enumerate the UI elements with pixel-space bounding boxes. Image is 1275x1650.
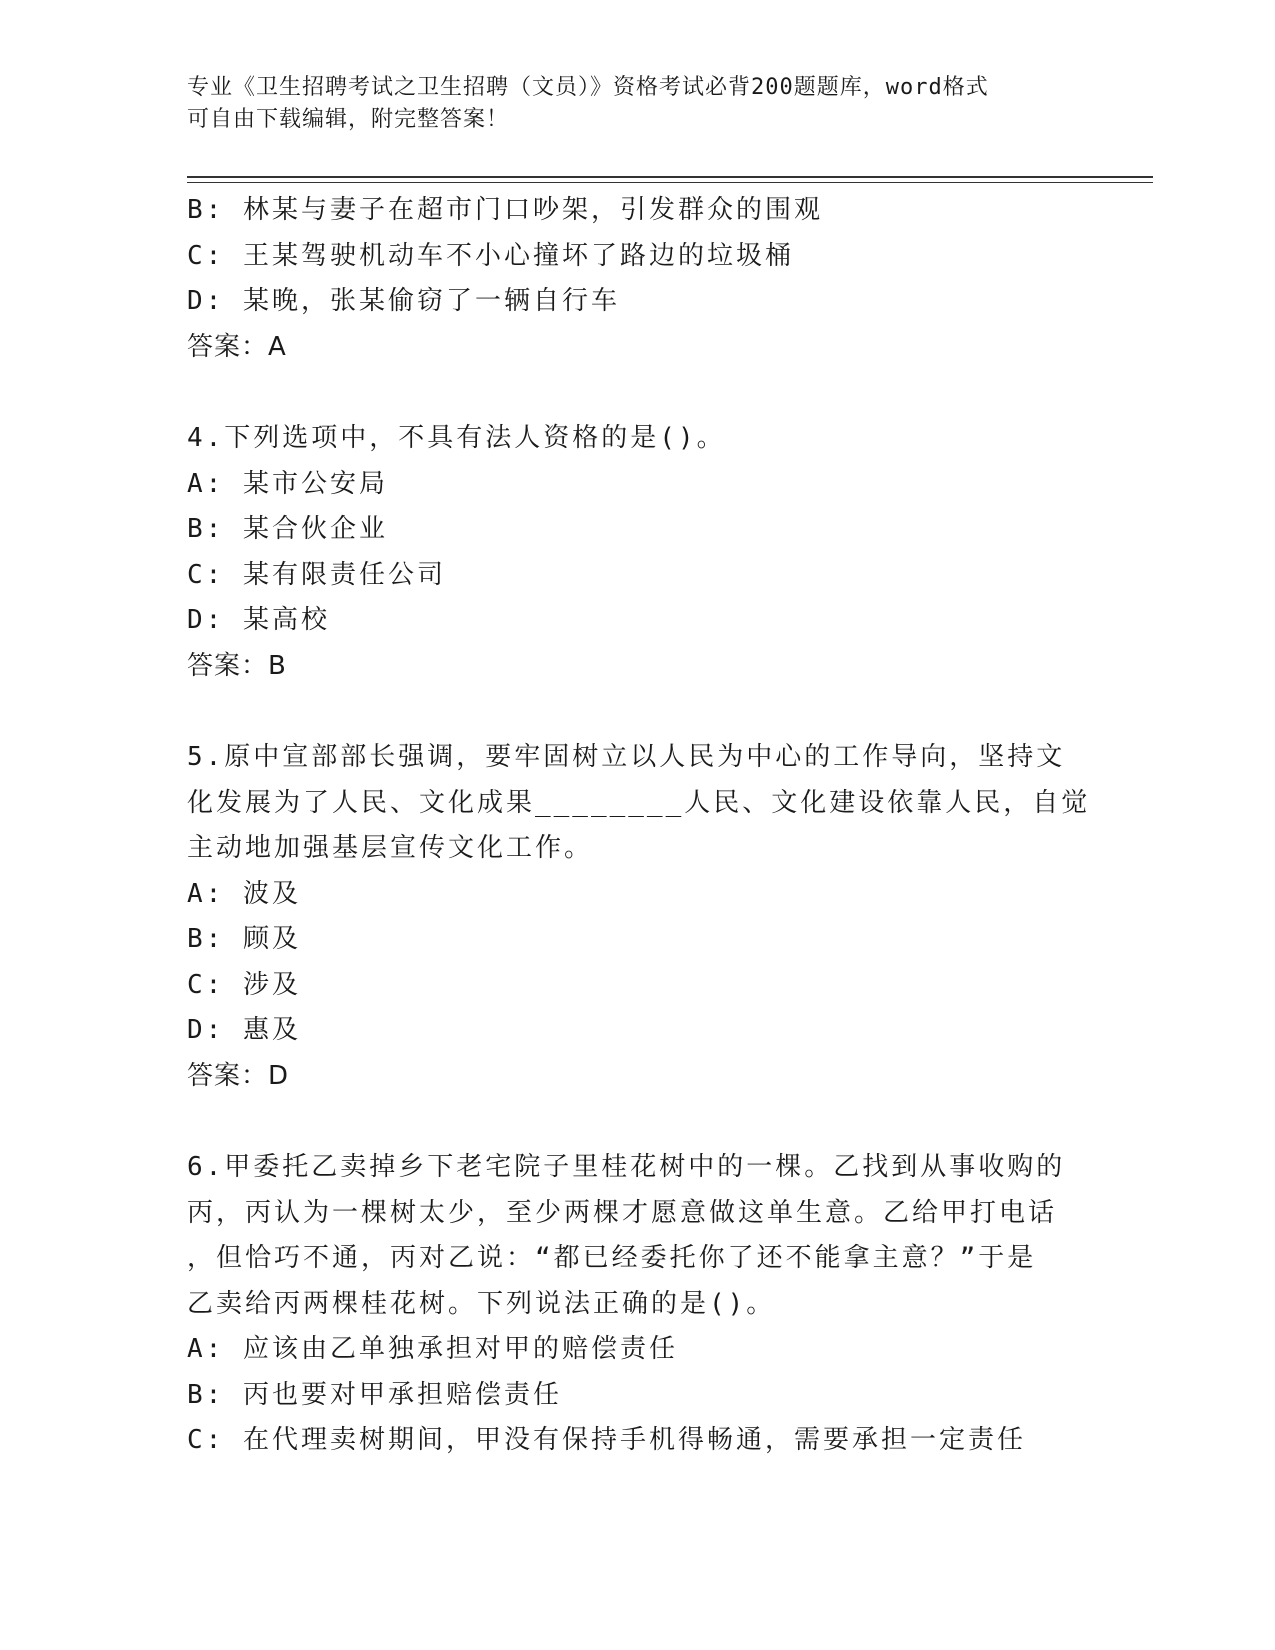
question-stem: 4.下列选项中，不具有法人资格的是()。 (187, 423, 726, 453)
question-stem-line: 乙卖给丙两棵桂花树。下列说法正确的是()。 (187, 1288, 776, 1319)
question-5 (187, 735, 1091, 1099)
question-stem-line: 5.原中宣部部长强调，要牢固树立以人民为中心的工作导向，坚持文 (187, 742, 1066, 772)
header-divider-thick (187, 176, 1153, 178)
question-list (187, 188, 1091, 1464)
option-d: D: 某晚，张某偷窃了一辆自行车 (187, 286, 620, 316)
answer-label: 答案：D (187, 1060, 290, 1091)
header-divider-thin (187, 182, 1153, 183)
question-stem-line: 化发展为了人民、文化成果________人民、文化建设依靠人民，自觉 (187, 787, 1091, 818)
option-c: C: 在代理卖树期间，甲没有保持手机得畅通，需要承担一定责任 (187, 1425, 1026, 1455)
question-stem-line: 丙，丙认为一棵树太少，至少两棵才愿意做这单生意。乙给甲打电话 (187, 1197, 1058, 1228)
option-c: C: 王某驾驶机动车不小心撞坏了路边的垃圾桶 (187, 240, 794, 271)
answer-label: 答案：B (187, 650, 287, 681)
option-b: B: 林某与妻子在超市门口吵架，引发群众的围观 (187, 195, 823, 225)
option-b: B: 顾及 (187, 924, 301, 954)
question-6 (187, 1145, 1087, 1464)
option-c: C: 某有限责任公司 (187, 559, 446, 590)
question-stem-line: 6.甲委托乙卖掉乡下老宅院子里桂花树中的一棵。乙找到从事收购的 (187, 1152, 1066, 1182)
option-a: A: 波及 (187, 878, 301, 909)
question-stem-line: ，但恰巧不通，丙对乙说：“都已经委托你了还不能拿主意？”于是 (187, 1243, 1037, 1273)
question-stem-line: 主动地加强基层宣传文化工作。 (187, 833, 594, 863)
header-line-2: 可自由下载编辑，附完整答案！ (187, 107, 510, 132)
spacer (187, 689, 1087, 735)
option-a: A: 某市公安局 (187, 468, 388, 499)
spacer (187, 370, 1087, 416)
option-d: D: 某高校 (187, 605, 330, 635)
option-b: B: 某合伙企业 (187, 514, 388, 544)
question-3 (187, 188, 1087, 370)
question-4 (187, 416, 1087, 689)
header-line-1: 专业《卫生招聘考试之卫生招聘（文员）》资格考试必背200题题库，word格式 (187, 75, 989, 100)
spacer (187, 1099, 1087, 1145)
option-a: A: 应该由乙单独承担对甲的赔偿责任 (187, 1334, 678, 1364)
answer-label: 答案：A (187, 331, 287, 362)
option-d: D: 惠及 (187, 1015, 301, 1045)
option-b: B: 丙也要对甲承担赔偿责任 (187, 1379, 562, 1410)
document-header (187, 72, 1067, 136)
option-c: C: 涉及 (187, 969, 301, 1000)
